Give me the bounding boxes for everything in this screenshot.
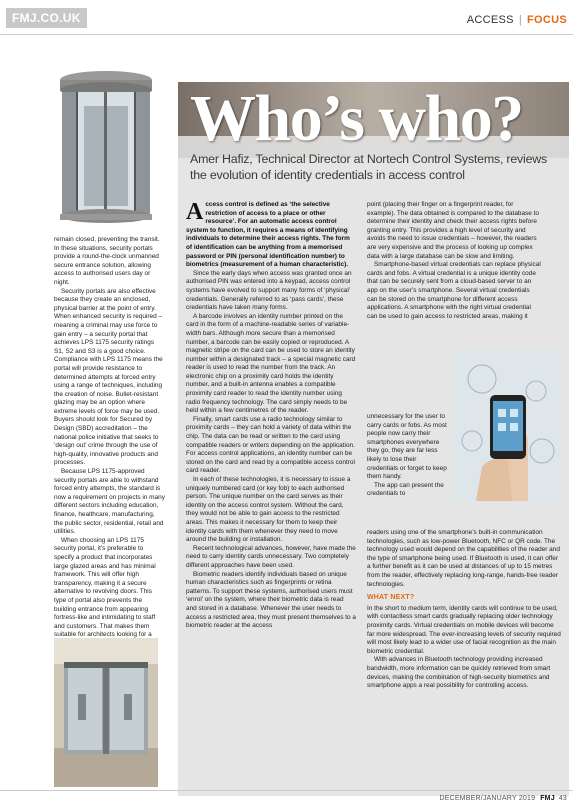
right-wrap-text (367, 413, 447, 499)
footer-divider (0, 790, 573, 791)
right-paragraph-3: readers using one of the smartphone’s built-in communication technologies, such as low-power Bluetooth, NFC or QR code. The technology used would depend on the capabilities of the reader and the type of smartphone being used. If Bluetooth is used, it can offer a further benefit as it can be used at distances of up to 15 metres from the reader, effectively replacing long-range, hands-free reader technologies. (367, 529, 560, 588)
security-portal-image (54, 638, 158, 787)
section-label: ACCESS (466, 14, 514, 26)
smartphone-access-image (452, 349, 562, 501)
left-paragraph-4: When choosing an LPS 1175 security portal, it’s preferable to specify a product that incorporates large glazed areas and has minimal framework. This will offer high transparency, making it a secure alternative to revolving doors. This type of portal also prevents the building entrance from appearing fortress-like and intimidating to staff and customers. That makes them suitable for architects looking for a (54, 536, 156, 639)
focus-label: FOCUS (527, 14, 567, 26)
mid-paragraph-6: Biometric readers identify individuals based on unique human characteristics such as fingerprints or retina patterns. To support these systems, authorised users must ‘enrol’ on the system, where their biometric data is read and stored in a database. Whenever the user needs to access a restricted area, they must present themselves to a biometric reader at the access (186, 570, 356, 630)
left-paragraph-2: Security portals are also effective because they create an enclosed, physical barrier at the point of entry. When enhanced security is required – meaning a criminal may use force to gain entry – a security portal that achieves LPS 1175 security ratings S1, S2 and S3 is a good choice. Compliance with LPS 1175 means the portal will provide resistance to determined attempts at forced entry using a range of techniques, including the creation of noise. Bullet-resistant glazing may be an option where extreme levels of force may be used. Buyers should look for Secured by Design (SBD) accreditation – the national police initiative that seeks to ‘design out’ crime through the use of high-quality, innovative products and processes. (54, 287, 163, 467)
article-headline: Who’s who? (190, 82, 523, 155)
page-header (0, 0, 573, 46)
wrap-paragraph-1: unnecessary for the user to carry cards or fobs. As most people now carry their smartphones everywhere they go, they are far less likely to lose their credentials or forget to keep them handy. (367, 413, 447, 481)
page-footer (439, 795, 567, 802)
magazine-logo: FMJ (540, 795, 555, 802)
right-paragraph-1: point (placing their finger on a fingerprint reader, for example). The data obtained is compared to the database to determine their identity and check their access rights before granting entry. This provides a high level of security and avoids the need to issue credentials – however, the readers are very expensive and the process of looking up complex data with a large database can be slow and limiting. (367, 201, 540, 260)
right-column (367, 201, 541, 321)
article-byline: Amer Hafiz, Technical Director at Nortech Control Systems, reviews the evolution of identity credentials in access control (190, 152, 548, 182)
lead-text: ccess control is defined as ‘the selective restriction of access to a place or other resource’. For an automatic access control system to function, it requires a means of identifying individuals to determine their access rights. The form of identification can be anything from a memorised password or PIN (personal identification number) to biometrics (measurement of a human characteristic). (186, 201, 350, 269)
issue-date: DECEMBER/JANUARY 2019 (439, 795, 536, 802)
wrap-paragraph-2: The app can present the credentials to (367, 481, 444, 498)
header-divider (0, 34, 573, 35)
right-lower-text (367, 529, 561, 691)
brand-logo: FMJ.CO.UK (6, 8, 87, 28)
mid-paragraph-2: A barcode involves an identity number printed on the card in the form of a machine-readable series of variable-width bars. Although more secure than a memorised number, a barcode can be easily copied or reproduced. A magnetic stripe on the card can be used to store an identity number within a designated track – a special magnetic card reader is used to read the number from the track. An electronic chip on a proximity card holds the identity number, and a built-in antenna enables a compatible proximity card reader to read the identity number using radio frequency technology. The card simply needs to be held within a few centimetres of the reader. (186, 312, 356, 415)
right-paragraph-2: Smartphone-based virtual credentials can replace physical cards and fobs. A virtual credential is a unique identity code that can be securely sent from a cloud-based server to an app on the user’s smartphone. Several virtual credentials can be stored on the smartphone for different access applications. A smartphone with the right virtual credential can be used to gain access to restricted areas, making it (367, 261, 541, 320)
left-paragraph-3: Because LPS 1175-approved security portals are able to withstand forced entry attempts, the standard is now a requirement on projects in many different sectors including education, finance, healthcare, manufacturing, the public sector, residential, retail and utilities. (54, 468, 165, 536)
mid-paragraph-3: Finally, smart cards use a radio technology similar to proximity cards – they can hold a variety of data within the chip. The data can be read or written to the card using compatible readers or writers depending on the application. For access control applications, an identity number can be stored on the card and read by a compatible access control card reader. (186, 415, 355, 475)
drop-cap: A (186, 199, 204, 225)
page-number: 43 (558, 795, 567, 802)
middle-column (186, 201, 356, 631)
section-separator: | (518, 14, 522, 26)
lead-paragraph (186, 201, 356, 270)
left-paragraph-1: remain closed, preventing the transit. In these situations, security portals provide a round-the-clock unmanned secure entrance solution, allowing access to authorised users day or night. (54, 236, 160, 286)
section-tag (467, 14, 567, 26)
revolving-door-image (54, 66, 158, 230)
mid-paragraph-1: Since the early days when access was granted once an authorised PIN was entered into a keypad, access control systems have evolved to support many forms of ‘physical’ credentials. Generally referred to as ‘pass cards’, these credentials have taken many forms. (186, 269, 352, 312)
left-column (54, 236, 165, 649)
mid-paragraph-5: Recent technological advances, however, have made the need to carry identity cards unnecessary. Two completely different approaches have been used. (186, 544, 356, 569)
mid-paragraph-4: In each of these technologies, it is necessary to issue a uniquely numbered card (or key fob) to each authorised person. The unique number on the card serves as their identity on the access control system. Without the card, they would not be able to gain access to the restricted areas. This makes it necessary for them to keep their identity cards with them whenever they need to move around the building or installation. (186, 476, 351, 544)
whats-next-paragraph-2: With advances in Bluetooth technology providing increased bandwidth, more information can be quickly retrieved from smart devices, making the combination of high-security biometrics and smartphone apps a real possibility for controlling access. (367, 656, 551, 690)
whats-next-paragraph-1: In the short to medium term, identity cards will continue to be used, with contactless smart cards gradually replacing older technology proximity cards. Virtual credentials on mobile devices will become far more widespread. The ever-increasing levels of security required will most likely lead to a wider use of facial recognition as the main biometric credential. (367, 604, 561, 655)
whats-next-heading: WHAT NEXT? (367, 594, 415, 602)
